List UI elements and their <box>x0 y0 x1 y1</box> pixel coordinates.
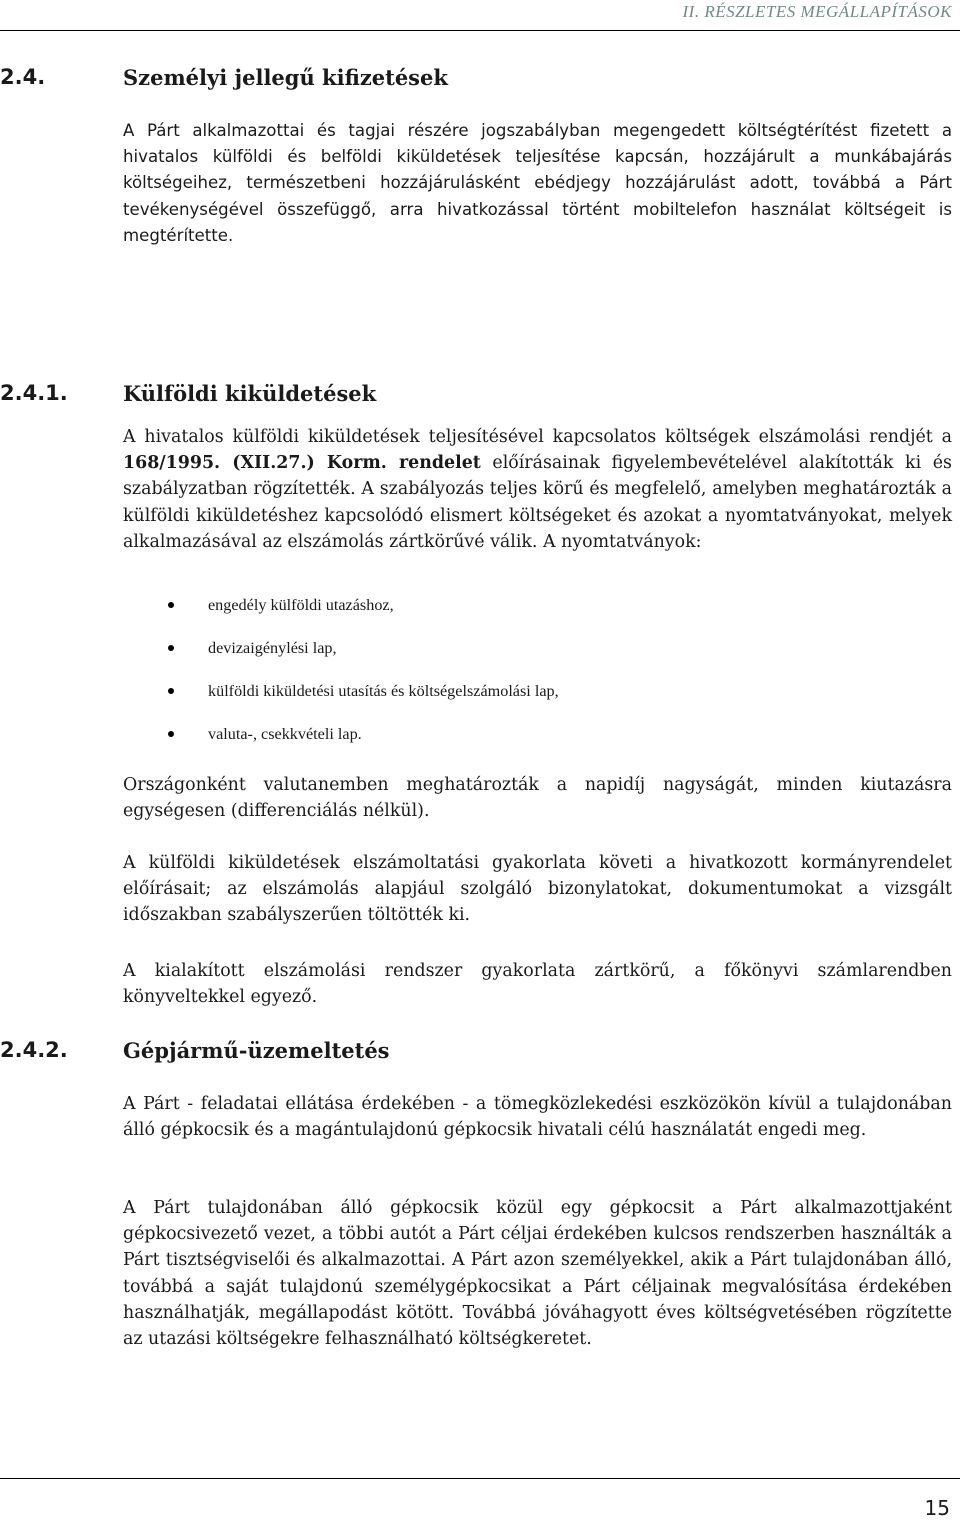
subsection-title: Gépjármű-üzemeltetés <box>123 1038 390 1063</box>
header-rule <box>0 30 960 31</box>
paragraph-text: előírásainak figyelembevételével alakították ki és szabályzatban rögzítették. A szabályozás teljes körű és megfelelő, amelyben meghatározták a külföldi kiküldetéshez kapcsolódó elismert költségeket és azokat a nyomtatványokat, melyek alkalmazásával az elszámolás zártkörűvé válik. A nyomtatványok: <box>123 453 952 552</box>
paragraph: A Párt tulajdonában álló gépkocsik közül egy gépkocsit a Párt alkalmazottjaként gépkocsivezető vezet, a többi autót a Párt céljai érdekében kulcsos rendszerben használták a Párt tisztségviselői és alkalmazottai. A Párt azon személyekkel, akik a Párt tulajdonában álló, továbbá a saját tulajdonú személygépkocsikat a Párt céljainak megvalósítása érdekében használhatják, megállapodást kötött. Továbbá jóváhagyott éves költségvetésében rögzítette az utazási költségekre felhasználható költségkeretet. <box>123 1198 952 1350</box>
paragraph-text: A hivatalos külföldi kiküldetések teljesítésével kapcsolatos költségek elszámolási rendjét a <box>123 427 952 447</box>
list-item <box>160 719 559 762</box>
subsection-number: 2.4.2. <box>0 1038 68 1062</box>
section-number: 2.4. <box>0 65 46 89</box>
paragraph: Országonként valutanemben meghatározták a napidíj nagyságát, minden kiutazásra egységesen (differenciálás nélkül). <box>123 775 952 822</box>
form-list <box>160 590 559 762</box>
section-title: Személyi jellegű kifizetések <box>123 65 448 90</box>
paragraph: A külföldi kiküldetések elszámoltatási gyakorlata követi a hivatkozott kormányrendelet előírásait; az elszámolás alapjául szolgáló bizonylatokat, dokumentumokat a vizsgált időszakban szabályszerűen töltötték ki. <box>123 853 952 926</box>
list-item <box>160 676 559 719</box>
list-item-text: valuta-, csekkvételi lap. <box>208 725 362 743</box>
paragraph: A kialakított elszámolási rendszer gyakorlata zártkörű, a főkönyvi számlarendben könyveltekkel egyező. <box>123 961 952 1008</box>
bullet-icon <box>168 731 174 737</box>
subsection-title: Külföldi kiküldetések <box>123 381 377 406</box>
page-number: 15 <box>924 1496 950 1520</box>
list-item <box>160 633 559 676</box>
paragraph: A Párt - feladatai ellátása érdekében - a tömegközlekedési eszközökön kívül a tulajdonában álló gépkocsik és a magántulajdonú gépkocsik hivatali célú használatát engedi meg. <box>123 1094 952 1141</box>
regulation-reference: 168/1995. (XII.27.) Korm. rendelet <box>123 453 481 474</box>
list-item-text: devizaigénylési lap, <box>208 639 337 657</box>
bullet-icon <box>168 645 174 651</box>
paragraph: A Párt alkalmazottai és tagjai részére jogszabályban megengedett költségtérítést fizetett a hivatalos külföldi és belföldi kiküldetések teljesítése kapcsán, hozzájárult a munkábajárás költségeihez, természetbeni hozzájárulásként ebédjegy hozzájárulást adott, továbbá a Párt tevékenységével összefüggő, arra hivatkozással történt mobiltelefon használat költségeit is megtérítette. <box>123 121 952 245</box>
footer-rule <box>0 1478 960 1479</box>
bullet-icon <box>168 688 174 694</box>
paragraph <box>123 424 952 555</box>
list-item-text: engedély külföldi utazáshoz, <box>208 596 394 614</box>
list-item-text: külföldi kiküldetési utasítás és költségelszámolási lap, <box>208 682 559 700</box>
running-header: II. RÉSZLETES MEGÁLLAPÍTÁSOK <box>682 2 952 21</box>
bullet-icon <box>168 602 174 608</box>
subsection-number: 2.4.1. <box>0 381 68 405</box>
list-item <box>160 590 559 633</box>
